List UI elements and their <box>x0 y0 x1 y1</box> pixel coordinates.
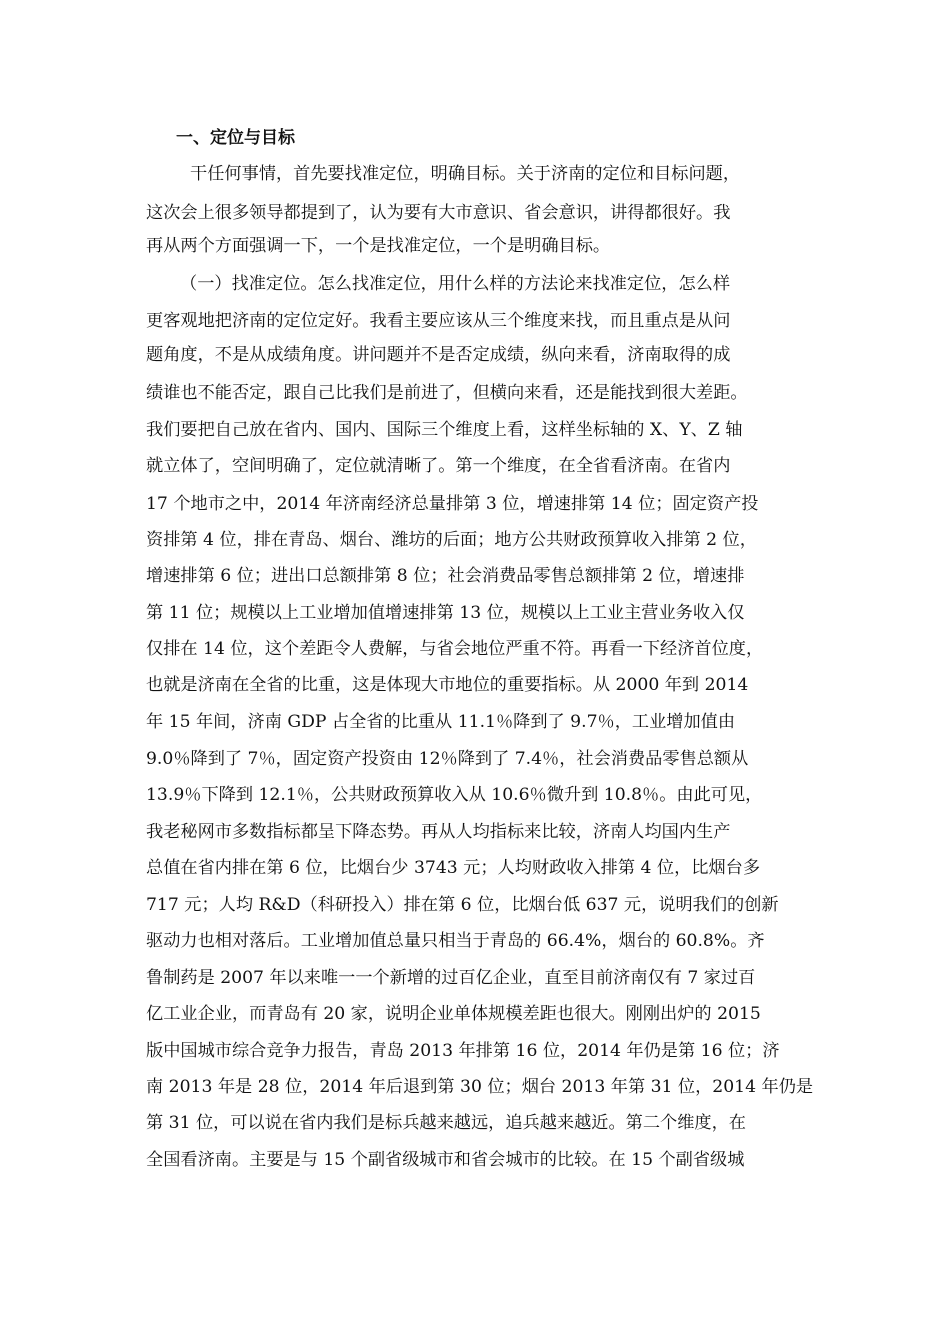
paragraph-2-line-10: 第 11 位；规模以上工业增加值增速排第 13 位，规模以上工业主营业务收入仅 <box>146 603 745 623</box>
paragraph-2-line-5: 我们要把自己放在省内、国内、国际三个维度上看，这样坐标轴的 X、Y、Z 轴 <box>146 420 743 440</box>
paragraph-2-line-21: 亿工业企业，而青岛有 20 家，说明企业单体规模差距也很大。刚刚出炉的 2015 <box>146 1004 761 1024</box>
paragraph-2-line-7: 17 个地市之中，2014 年济南经济总量排第 3 位，增速排第 14 位；固定资产投 <box>146 494 759 514</box>
paragraph-2-line-18: 717 元；人均 R&D（科研投入）排在第 6 位，比烟台低 637 元，说明我们的创新 <box>146 895 779 915</box>
paragraph-2-line-9: 增速排第 6 位；进出口总额排第 8 位；社会消费品零售总额排第 2 位，增速排 <box>146 566 745 586</box>
paragraph-1-line-1: 干任何事情，首先要找准定位，明确目标。关于济南的定位和目标问题， <box>190 164 741 184</box>
paragraph-2-line-8: 资排第 4 位，排在青岛、烟台、潍坊的后面；地方公共财政预算收入排第 2 位， <box>146 530 757 550</box>
paragraph-2-line-23: 南 2013 年是 28 位，2014 年后退到第 30 位；烟台 2013 年第 31 位，2014 年仍是 <box>146 1077 814 1097</box>
paragraph-2-line-3: 题角度，不是从成绩角度。讲问题并不是否定成绩，纵向来看，济南取得的成 <box>146 345 731 365</box>
paragraph-2-line-15: 13.9％下降到 12.1％，公共财政预算收入从 10.6％微升到 10.8％。由此可见， <box>146 785 763 805</box>
paragraph-2-line-19: 驱动力也相对落后。工业增加值总量只相当于青岛的 66.4%，烟台的 60.8%。齐 <box>146 931 765 951</box>
section-heading: 一、定位与目标 <box>176 128 295 148</box>
paragraph-2-line-24: 第 31 位，可以说在省内我们是标兵越来越远，追兵越来越近。第二个维度，在 <box>146 1113 746 1133</box>
paragraph-2-line-1: （一）找准定位。怎么找准定位，用什么样的方法论来找准定位，怎么样 <box>180 274 731 294</box>
paragraph-1-line-3: 再从两个方面强调一下，一个是找准定位，一个是明确目标。 <box>146 236 611 256</box>
paragraph-2-line-13: 年 15 年间，济南 GDP 占全省的比重从 11.1％降到了 9.7％，工业增加值由 <box>146 712 736 732</box>
paragraph-2-line-11: 仅排在 14 位，这个差距令人费解，与省会地位严重不符。再看一下经济首位度， <box>146 639 764 659</box>
paragraph-2-line-20: 鲁制药是 2007 年以来唯一一个新增的过百亿企业，直至目前济南仅有 7 家过百 <box>146 968 756 988</box>
paragraph-2-line-4: 绩谁也不能否定，跟自己比我们是前进了，但横向来看，还是能找到很大差距。 <box>146 383 748 403</box>
paragraph-2-line-2: 更客观地把济南的定位定好。我看主要应该从三个维度来找，而且重点是从问 <box>146 311 731 331</box>
paragraph-2-line-22: 版中国城市综合竞争力报告，青岛 2013 年排第 16 位，2014 年仍是第 16 位；济 <box>146 1041 780 1061</box>
paragraph-2-line-6: 就立体了，空间明确了，定位就清晰了。第一个维度，在全省看济南。在省内 <box>146 456 731 476</box>
paragraph-2-line-25: 全国看济南。主要是与 15 个副省级城市和省会城市的比较。在 15 个副省级城 <box>146 1150 745 1170</box>
paragraph-1-line-2: 这次会上很多领导都提到了，认为要有大市意识、省会意识，讲得都很好。我 <box>146 203 731 223</box>
paragraph-2-line-12: 也就是济南在全省的比重，这是体现大市地位的重要指标。从 2000 年到 2014 <box>146 675 749 695</box>
paragraph-2-line-17: 总值在省内排在第 6 位，比烟台少 3743 元；人均财政收入排第 4 位，比烟台多 <box>146 858 761 878</box>
paragraph-2-line-14: 9.0％降到了 7％，固定资产投资由 12％降到了 7.4％，社会消费品零售总额从 <box>146 749 749 769</box>
paragraph-2-line-16: 我老秘网市多数指标都呈下降态势。再从人均指标来比较，济南人均国内生产 <box>146 822 731 842</box>
